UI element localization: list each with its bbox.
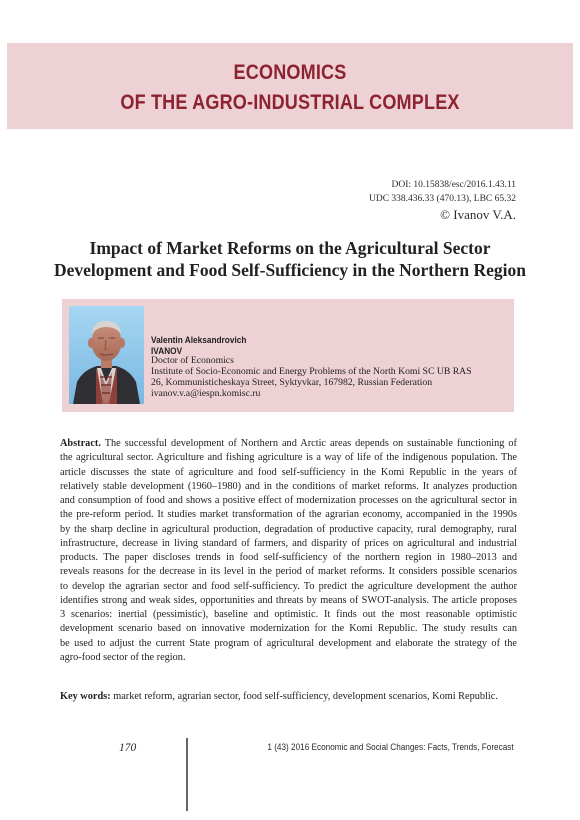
abstract-line-1-text: The successful development of Northern and Arctic areas depends on sustainable functioning of xyxy=(100,438,517,449)
abstract-line-11: to develop the agrarian sector and food self-sufficiency. To predict the agriculture development the author xyxy=(60,580,517,592)
article-title-line-2: Development and Food Self-Sufficiency in the Northern Region xyxy=(54,260,526,280)
copyright: © Ivanov V.A. xyxy=(440,207,516,222)
author-portrait-image xyxy=(69,306,144,404)
author-first-name: Valentin Aleksandrovich xyxy=(151,335,247,345)
abstract-line-12: identifies strong and weak sides, opportunities and threats by means of SWOT-analysis. The article proposes xyxy=(60,594,517,606)
keywords xyxy=(60,690,517,704)
author-box xyxy=(62,299,514,412)
abstract-line-8: infrastructure, decrease in living standard of farmers, and disparity of prices on agricultural and industrial xyxy=(60,537,517,549)
journal-footer: 1 (43) 2016 Economic and Social Changes: Facts, Trends, Forecast xyxy=(267,742,514,752)
footer-divider xyxy=(186,738,188,811)
author-institute: Institute of Socio-Economic and Energy Problems of the North Komi SC UB RAS xyxy=(151,366,472,378)
section-banner xyxy=(7,43,573,129)
keywords-label: Key words: xyxy=(60,691,111,702)
doi: DOI: 10.15838/esc/2016.1.43.11 xyxy=(391,180,516,190)
section-title-line-2: OF THE AGRO-INDUSTRIAL COMPLEX xyxy=(120,91,460,114)
abstract-line-3: article discusses the state of agriculture and food self-sufficiency in the Komi Republic in the years of xyxy=(60,466,517,478)
abstract-line-1 xyxy=(60,437,517,451)
author-last-name: IVANOV xyxy=(151,345,183,356)
page-number: 170 xyxy=(119,742,137,754)
abstract-line-15: be used to adjust the current State program of agricultural development and elaborate the strategy of the xyxy=(60,637,517,649)
abstract-line-7: by the sharp decline in agricultural production, degradation of productive capacity, rural demography, rural xyxy=(60,523,517,535)
author-degree: Doctor of Economics xyxy=(151,355,234,367)
author-info xyxy=(151,335,472,399)
abstract-line-4: relatively stable development (1960–1980) and in the conditions of market reforms. It analyzes production xyxy=(60,480,517,492)
keywords-text: market reform, agrarian sector, food self-sufficiency, development scenarios, Komi Republic. xyxy=(110,691,498,702)
abstract-label: Abstract. xyxy=(60,438,101,449)
abstract-line-6: the pre-reform period. It studies market transformation of the agrarian economy, accompanied in the 1990s xyxy=(60,509,517,521)
abstract-line-5: and consumption of food and shows a positive effect of modernization processes on the agricultural sector in xyxy=(60,495,517,506)
abstract-line-2: the agricultural sector. Agriculture and fishing agriculture is a way of life of the indigenous population. The xyxy=(60,452,517,464)
abstract-line-14: development scenario based on innovative modernization for the Komi Republic. The study results can xyxy=(60,623,517,635)
abstract-line-16: agro-food sector of the region. xyxy=(60,651,186,663)
author-photo xyxy=(69,306,144,404)
article-title-line-1: Impact of Market Reforms on the Agricultural Sector xyxy=(89,238,491,258)
abstract xyxy=(60,437,517,665)
abstract-line-9: products. The paper discloses trends in food self-sufficiency of the northern region in 1980–2013 and xyxy=(60,552,517,563)
section-title-line-1: ECONOMICS xyxy=(233,61,347,84)
udc-lbc: UDC 338.436.33 (470.13), LBC 65.32 xyxy=(369,194,516,204)
abstract-line-10: reveals reasons for the decrease in its level in the period of market reforms. It considers possible scenarios xyxy=(60,566,517,578)
author-address: 26, Kommunisticheskaya Street, Syktyvkar, 167982, Russian Federation xyxy=(151,376,433,388)
abstract-line-13: 3 scenarios: inertial (pessimistic), baseline and optimistic. It finds out the most reasonable optimistic xyxy=(60,609,517,620)
author-email: ivanov.v.a@iespn.komisc.ru xyxy=(151,387,261,399)
